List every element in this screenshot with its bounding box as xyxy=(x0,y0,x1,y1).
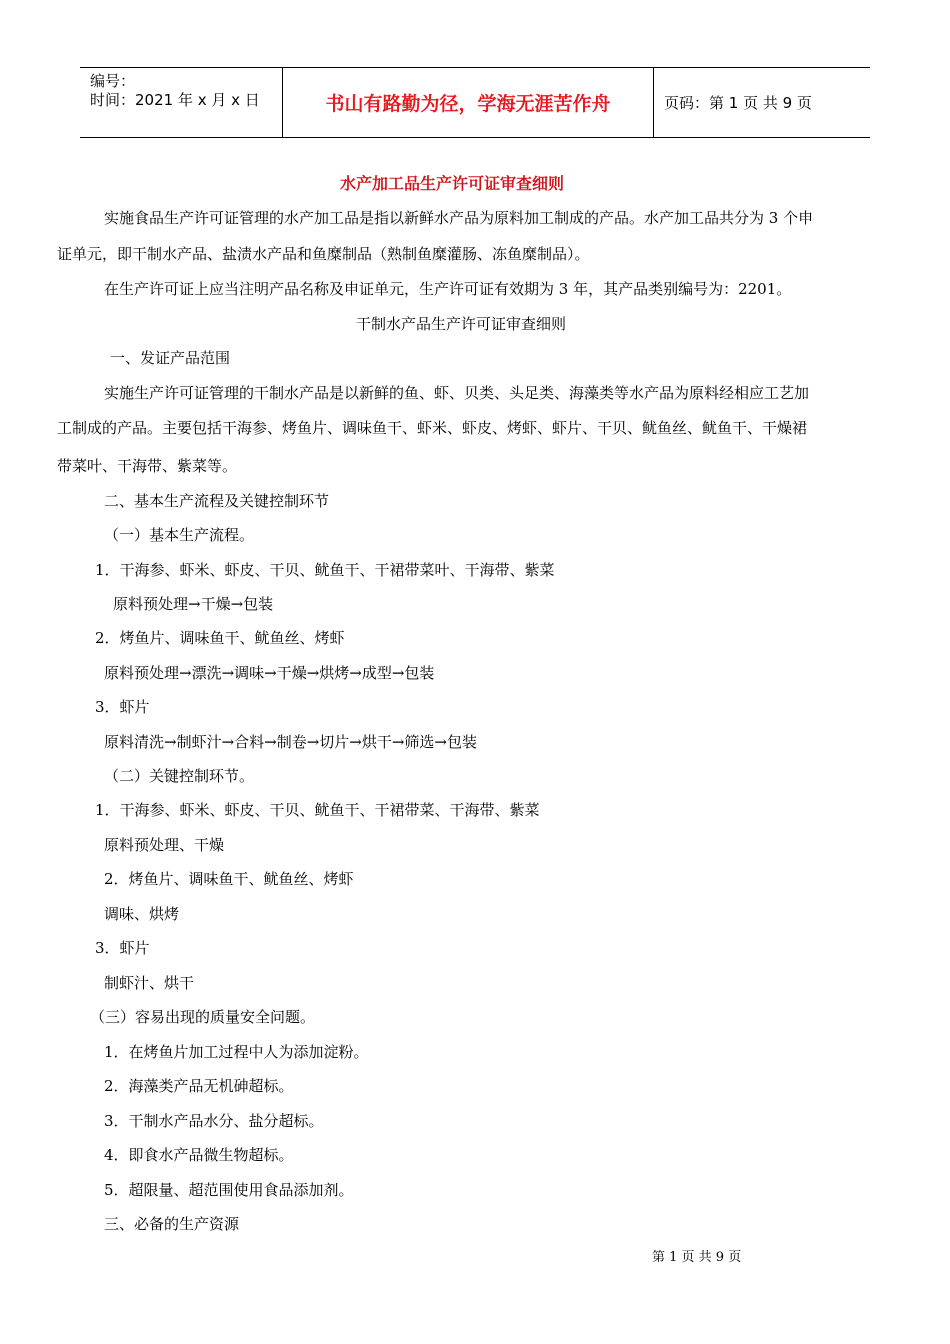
control-items: 原料预处理、干燥 xyxy=(104,836,225,854)
control-title: 3．虾片 xyxy=(95,939,150,957)
flow-steps: 原料清洗→制虾汁→合料→制卷→切片→烘干→筛选→包装 xyxy=(104,733,477,751)
control-items: 制虾汁、烘干 xyxy=(104,974,195,992)
issue-item: 4．即食水产品微生物超标。 xyxy=(104,1146,294,1164)
header-table xyxy=(80,67,870,138)
issue-item: 2．海藻类产品无机砷超标。 xyxy=(104,1077,294,1095)
document-time-label: 时间：2021 年 x 月 x 日 xyxy=(90,91,260,109)
control-title: 2．烤鱼片、调味鱼干、鱿鱼丝、烤虾 xyxy=(104,870,354,888)
scope-paragraph-line: 工制成的产品。主要包括干海参、烤鱼片、调味鱼干、虾米、虾皮、烤虾、虾片、干贝、鱿鱼丝、鱿鱼干、干燥裙 xyxy=(57,419,808,437)
section-subtitle: 干制水产品生产许可证审查细则 xyxy=(356,315,567,333)
subsection-heading: （一）基本生产流程。 xyxy=(104,526,255,544)
flow-title: 3．虾片 xyxy=(95,698,150,716)
header-meta xyxy=(80,68,282,137)
intro-paragraph-line: 实施食品生产许可证管理的水产加工品是指以新鲜水产品为原料加工制成的产品。水产加工品共分为 3 个申 xyxy=(104,209,814,227)
issue-item: 5．超限量、超范围使用食品添加剂。 xyxy=(104,1181,354,1199)
flow-steps: 原料预处理→漂洗→调味→干燥→烘烤→成型→包装 xyxy=(104,664,435,682)
section-heading: 三、必备的生产资源 xyxy=(104,1215,240,1233)
header-page-info: 页码：第 1 页 共 9 页 xyxy=(664,94,812,112)
section-heading: 二、基本生产流程及关键控制环节 xyxy=(104,492,330,510)
flow-title: 1．干海参、虾米、虾皮、干贝、鱿鱼干、干裙带菜叶、干海带、紫菜 xyxy=(95,561,555,579)
scope-paragraph-line: 实施生产许可证管理的干制水产品是以新鲜的鱼、虾、贝类、头足类、海藻类等水产品为原料经相应工艺加 xyxy=(104,384,810,402)
subsection-heading: （三）容易出现的质量安全问题。 xyxy=(90,1008,316,1026)
flow-steps: 原料预处理→干燥→包装 xyxy=(113,595,274,613)
scope-paragraph-line: 带菜叶、干海带、紫菜等。 xyxy=(57,457,238,475)
control-title: 1．干海参、虾米、虾皮、干贝、鱿鱼干、干裙带菜、干海带、紫菜 xyxy=(95,801,540,819)
issue-item: 1．在烤鱼片加工过程中人为添加淀粉。 xyxy=(104,1043,369,1061)
document-title: 水产加工品生产许可证审查细则 xyxy=(340,174,565,193)
section-heading: 一、发证产品范围 xyxy=(110,349,231,367)
subsection-heading: （二）关键控制环节。 xyxy=(104,767,255,785)
intro-paragraph-line: 证单元，即干制水产品、盐渍水产品和鱼糜制品（熟制鱼糜灌肠、冻鱼糜制品）。 xyxy=(57,245,590,263)
header-motto: 书山有路勤为径，学海无涯苦作舟 xyxy=(282,68,654,137)
flow-title: 2．烤鱼片、调味鱼干、鱿鱼丝、烤虾 xyxy=(95,629,345,647)
issue-item: 3．干制水产品水分、盐分超标。 xyxy=(104,1112,324,1130)
intro-paragraph: 在生产许可证上应当注明产品名称及申证单元，生产许可证有效期为 3 年，其产品类别编号为：2201。 xyxy=(104,280,792,298)
page-footer: 第 1 页 共 9 页 xyxy=(652,1250,742,1265)
control-items: 调味、烘烤 xyxy=(104,905,180,923)
document-number-label: 编号： xyxy=(90,72,136,90)
